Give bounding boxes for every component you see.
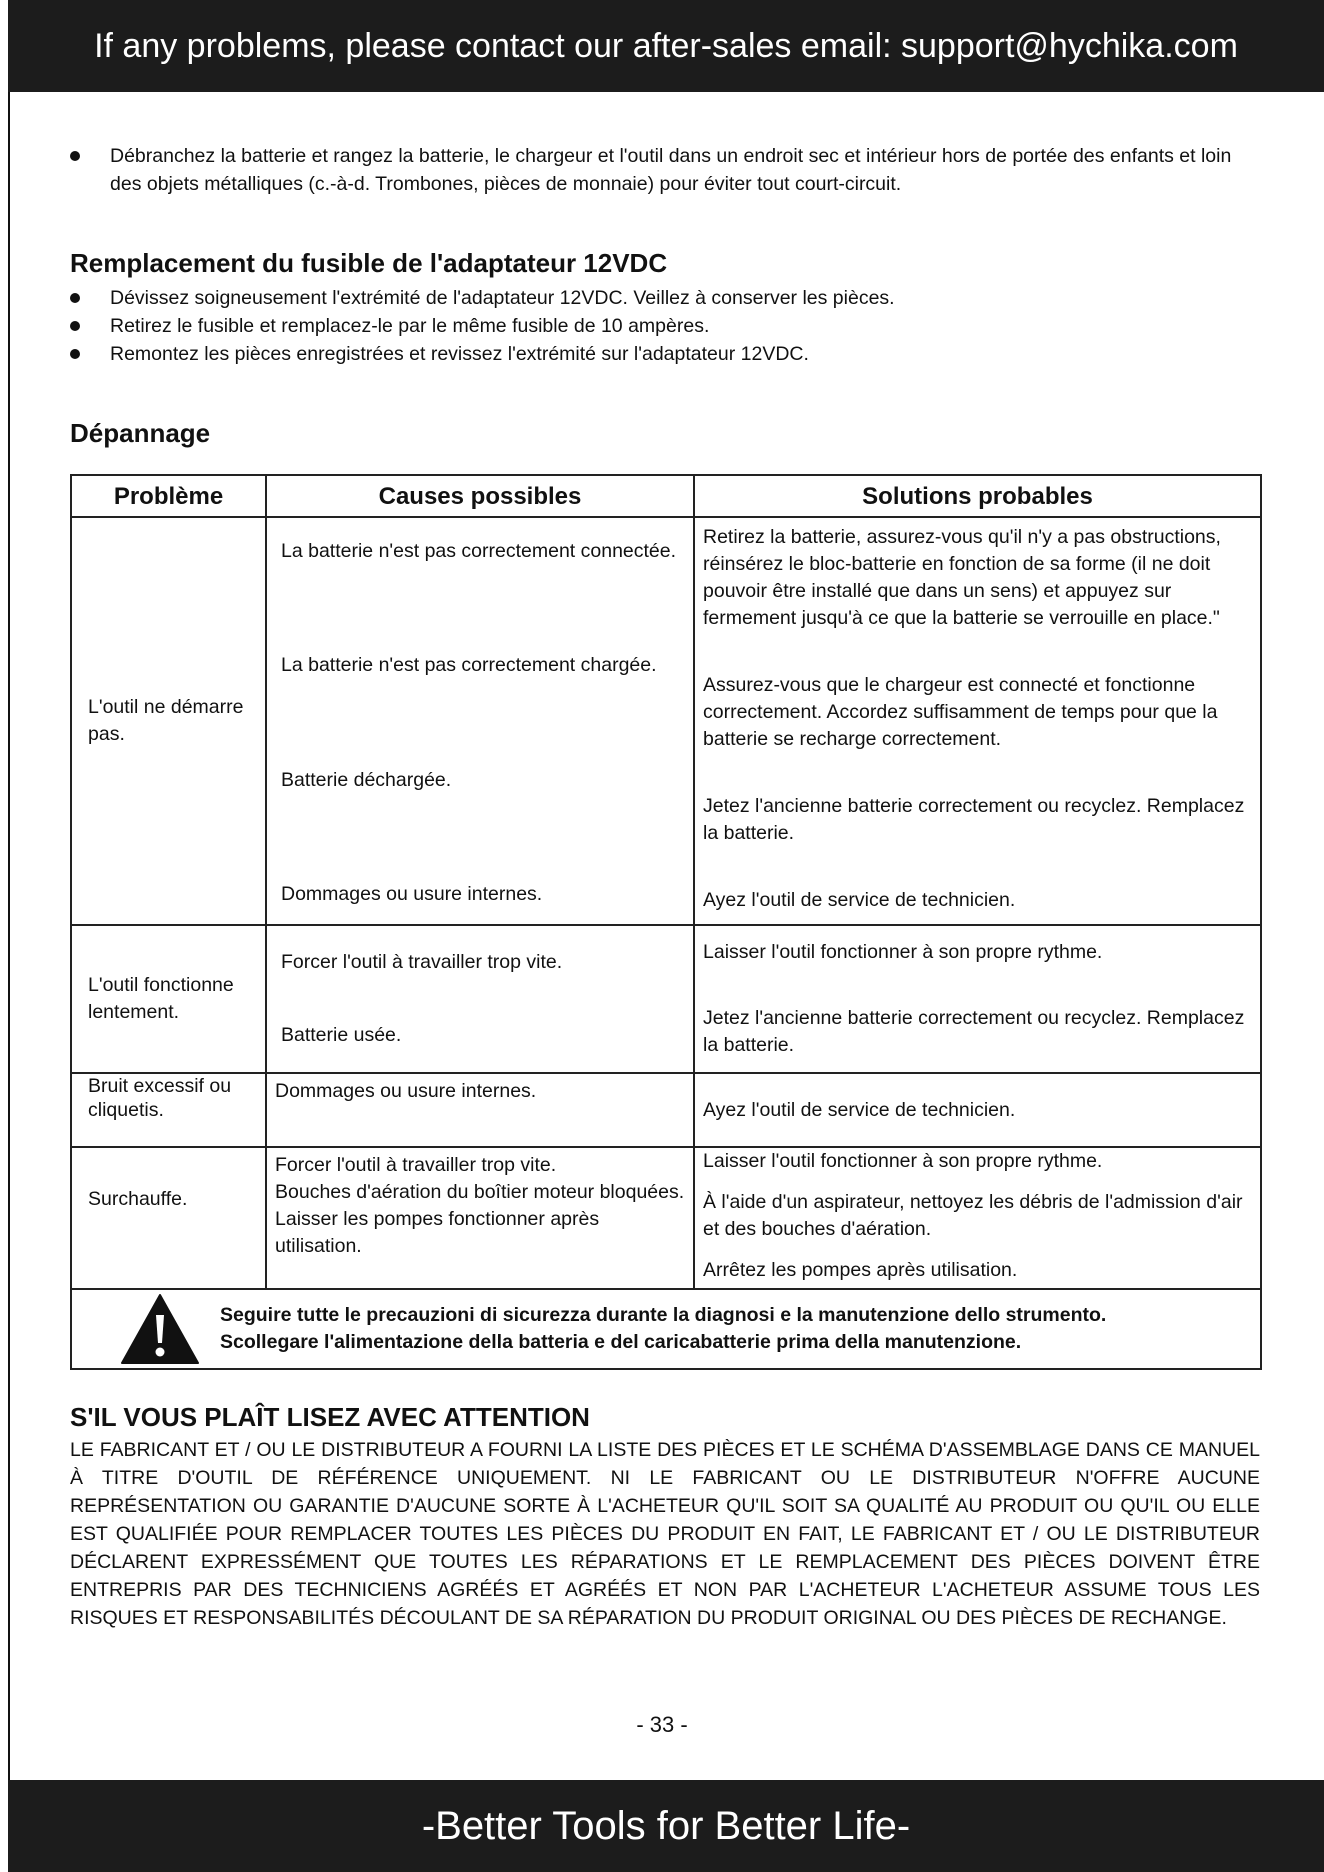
footer-slogan: -Better Tools for Better Life-	[421, 1803, 911, 1848]
solutions-cell	[694, 517, 1261, 925]
column-header-solutions: Solutions probables	[694, 475, 1261, 517]
troubleshooting-table	[70, 474, 1262, 1370]
list-item: Retirez le fusible et remplacez-le par le même fusible de 10 ampères.	[70, 312, 1260, 340]
cause-item: Bouches d'aération du boîtier moteur bloquées.	[275, 1181, 685, 1203]
solution-item: Jetez l'ancienne batterie correctement ou recyclez. Remplacez la batterie.	[703, 795, 1245, 844]
column-header-problem: Problème	[71, 475, 266, 517]
cause-item: Laisser les pompes fonctionner après utilisation.	[275, 1208, 600, 1257]
list-item: Remontez les pièces enregistrées et revissez l'extrémité sur l'adaptateur 12VDC.	[70, 340, 1260, 368]
solution-item: À l'aide d'un aspirateur, nettoyez les débris de l'admission d'air et des bouches d'aération.	[703, 1191, 1243, 1240]
solutions-cell	[694, 1073, 1261, 1147]
fuse-bullet-list	[70, 284, 1260, 368]
warning-cell	[71, 1289, 1261, 1369]
problem-cell: Surchauffe.	[71, 1147, 266, 1289]
page-number: - 33 -	[636, 1712, 688, 1737]
cause-item: La batterie n'est pas correctement connectée.	[281, 540, 677, 562]
causes-cell	[266, 1147, 694, 1289]
problem-cell: L'outil ne démarre pas.	[71, 517, 266, 925]
cause-item: Batterie usée.	[281, 1024, 402, 1046]
solutions-cell	[694, 1147, 1261, 1289]
cause-item: Dommages ou usure internes.	[281, 882, 543, 905]
footer-bar	[8, 1780, 1324, 1872]
causes-cell	[266, 517, 694, 925]
warning-line: Seguire tutte le precauzioni di sicurezza durante la diagnosi e la manutenzione dello strumento.	[220, 1304, 1107, 1326]
table-row	[71, 1073, 1261, 1147]
list-item: Débranchez la batterie et rangez la batterie, le chargeur et l'outil dans un endroit sec et intérieur hors de portée des enfants et loin des objets métalliques (c.-à-d. Trombones, pièces de monnaie) pour éviter tout court-circuit.	[70, 142, 1260, 198]
solution-item: Jetez l'ancienne batterie correctement ou recyclez. Remplacez la batterie.	[703, 1007, 1245, 1056]
table-header-row	[71, 475, 1261, 517]
warning-line: Scollegare l'alimentazione della batteria e del caricabatterie prima della manutenzione.	[220, 1331, 1022, 1353]
solution-item: Laisser l'outil fonctionner à son propre rythme.	[703, 941, 1103, 963]
intro-bullet-list	[70, 142, 1260, 198]
solution-item: Ayez l'outil de service de technicien.	[703, 889, 1016, 911]
table-row	[71, 925, 1261, 1073]
cause-item: Forcer l'outil à travailler trop vite.	[281, 951, 563, 973]
solution-item: Laisser l'outil fonctionner à son propre rythme.	[703, 1150, 1103, 1172]
problem-cell: Bruit excessif ou cliquetis.	[71, 1073, 266, 1147]
cause-item: Dommages ou usure internes.	[275, 1080, 537, 1102]
warning-row	[71, 1289, 1261, 1369]
causes-cell	[266, 1073, 694, 1147]
solutions-cell	[694, 925, 1261, 1073]
causes-cell	[266, 925, 694, 1073]
table-row	[71, 517, 1261, 925]
fuse-section-title: Remplacement du fusible de l'adaptateur 12VDC	[70, 248, 668, 278]
table-row	[71, 1147, 1261, 1289]
contact-text: If any problems, please contact our after-sales email: support@hychika.com	[94, 26, 1238, 65]
solution-item: Ayez l'outil de service de technicien.	[703, 1098, 1016, 1121]
cause-item: La batterie n'est pas correctement chargée.	[281, 654, 657, 677]
warning-triangle-icon	[120, 1293, 200, 1365]
notice-text: LE FABRICANT ET / OU LE DISTRIBUTEUR A FOURNI LA LISTE DES PIÈCES ET LE SCHÉMA D'ASSEMBLAGE DANS CE MANUEL À TITRE D'OUTIL DE RÉFÉRENCE UNIQUEMENT. NI LE FABRICANT OU LE DISTRIBUTEUR N'OFFRE AUCUNE REPRÉSENTATION OU GARANTIE D'AUCUNE SORTE À L'ACHETEUR QU'IL SOIT SA QUALITÉ AU PRODUIT OU QU'IL OU ELLE EST QUALIFIÉE POUR REMPLACER TOUTES LES PIÈCES DU PRODUIT EN FAIT, LE FABRICANT ET / OU LE DISTRIBUTEUR DÉCLARENT EXPRESSÉMENT QUE TOUTES LES RÉPARATIONS ET LE REMPLACEMENT DES PIÈCES DOIVENT ÊTRE ENTREPRIS PAR DES TECHNICIENS AGRÉÉS ET AGRÉÉS ET NON PAR L'ACHETEUR L'ACHETEUR ASSUME TOUS LES RISQUES ET RESPONSABILITÉS DÉCOULANT DE SA RÉPARATION DU PRODUIT ORIGINAL OU DES PIÈCES DE RECHANGE.	[70, 1439, 1260, 1629]
solution-item: Arrêtez les pompes après utilisation.	[703, 1259, 1018, 1281]
cause-item: Forcer l'outil à travailler trop vite.	[275, 1154, 557, 1176]
troubleshooting-title: Dépannage	[70, 418, 211, 448]
list-item: Dévissez soigneusement l'extrémité de l'adaptateur 12VDC. Veillez à conserver les pièces.	[70, 284, 1260, 312]
column-header-causes: Causes possibles	[266, 475, 694, 517]
notice-title: S'IL VOUS PLAÎT LISEZ AVEC ATTENTION	[70, 1402, 590, 1432]
header-bar	[8, 0, 1324, 92]
solution-item: Retirez la batterie, assurez-vous qu'il n'y a pas obstructions, réinsérez le bloc-batterie en fonction de sa forme (il ne doit pouvoir être installé que dans un sens) et appuyez sur fermement jusqu'à ce que la batterie se verrouille en place."	[703, 526, 1221, 629]
solution-item: Assurez-vous que le chargeur est connecté et fonctionne correctement. Accordez suffisamment de temps pour que la batterie se recharge correctement.	[703, 674, 1218, 750]
cause-item: Batterie déchargée.	[281, 768, 452, 791]
problem-cell: L'outil fonctionne lentement.	[71, 925, 266, 1073]
